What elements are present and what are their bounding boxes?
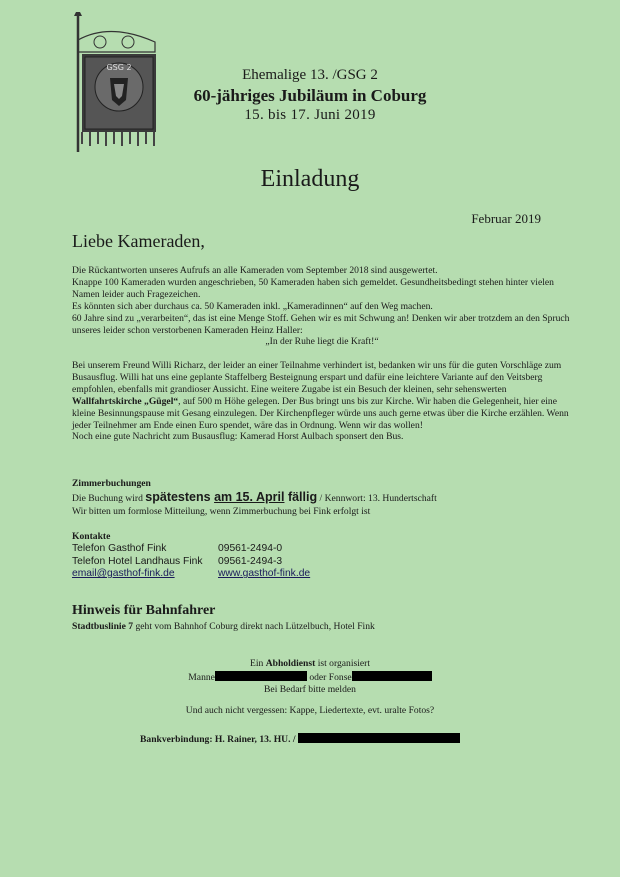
website-link[interactable]: www.gasthof-fink.de	[218, 568, 311, 580]
excursion-paragraph	[72, 360, 572, 443]
hinweis-heading: Hinweis für Bahnfahrer	[72, 603, 216, 618]
email-link[interactable]: email@gasthof-fink.de	[72, 568, 175, 580]
intro-paragraph	[72, 265, 572, 348]
contact-row: Telefon Gasthof Fink 09561-2494-0	[72, 543, 283, 554]
zimmer-text	[72, 491, 592, 518]
flag-text: GSG 2	[106, 63, 132, 72]
contact-row: Telefon Hotel Landhaus Fink 09561-2494-3	[72, 555, 283, 567]
intro-line: Es könnten sich aber durchaus ca. 50 Kameraden inkl. „Kameradinnen“ auf den Weg machen.	[72, 300, 433, 312]
intro-line: Die Rückantworten unseres Aufrufs an alle Kameraden vom September 2018 sind ausgewertet.	[72, 265, 438, 276]
redaction-bar	[215, 671, 307, 681]
page-title: Einladung	[260, 166, 360, 192]
intro-line: 60 Jahre sind zu „verarbeiten“, das ist eine Menge Stoff. Gehen wir es mit Schwung an! Denken wir aber trotzdem an den Spruch unseres leider schon verstorbenen Kameraden Heinz Haller:	[72, 312, 570, 336]
contact-list	[72, 543, 310, 581]
redaction-bar	[352, 671, 432, 681]
reminder-line: Und auch nicht vergessen: Kappe, Liedertexte, evt. uralte Fotos?	[185, 705, 435, 716]
redaction-bar	[298, 733, 460, 743]
booking-note: Wir bitten um formlose Mitteilung, wenn Zimmerbuchung bei Fink erfolgt ist	[72, 506, 371, 517]
excursion-text: Bei unserem Freund Willi Richarz, der leider an einer Teilnahme verhindert ist, bedanken wir uns für die guten Vorschläge zum Busausflug. Willi hat uns eine geplante Staffelberg Besteignung erspart und dafür eine leichtere Variante auf den Veitsberg empfohlen, ebenfalls mit grandioser Aussicht. Eine weitere Zugabe ist ein Besuch der kleinen, sehr sehenswerten Wallfahrtskirche „Gügel“, auf 500 m Höhe gelegen. Der Bus bringt uns bis zur Kirche. Wir haben die Gelegenheit, hier eine kleine Besinnungspause mit Gesang einzulegen. Der Kirchenpfleger würde uns auch gerne etwas über die Kirche erzählen. Wenn jeder Teilnehmer am Ende einen Euro spendet, wäre das in Ordnung. Wenn wir das wollen!	[72, 360, 569, 431]
header-line-2: 60-jähriges Jubiläum in Coburg	[193, 86, 427, 105]
bank-details: Bankverbindung: H. Rainer, 13. HU. /	[140, 733, 460, 745]
pickup-line: Ein Abholdienst ist organisiert	[249, 658, 371, 669]
bus-sponsor-note: Noch eine gute Nachricht zum Busausflug: Kamerad Horst Aulbach sponsert den Bus.	[72, 431, 404, 443]
event-header	[150, 66, 470, 125]
pickup-contacts: Manne oder Fonse	[0, 671, 620, 685]
intro-line: Knappe 100 Kameraden wurden angeschrieben, 50 Kameraden haben sich gemeldet. Gesundheitsbedingt stehen hinter vielen Namen leider auch Fragezeichen.	[72, 276, 554, 300]
church-name: Wallfahrtskirche „Gügel“	[72, 395, 179, 407]
header-line-3: 15. bis 17. Juni 2019	[244, 107, 376, 123]
quote: „In der Ruhe liegt die Kraft!“	[265, 336, 379, 348]
greeting: Liebe Kameraden,	[72, 231, 205, 251]
booking-deadline: Die Buchung wird spätestens am 15. April fällig / Kennwort: 13. Hundertschaft	[72, 490, 437, 504]
contact-row	[72, 568, 310, 581]
bus-info: Stadtbuslinie 7 geht vom Bahnhof Coburg direkt nach Lützelbuch, Hotel Fink	[72, 621, 375, 632]
pickup-service	[0, 658, 620, 697]
deadline-date: am 15. April	[214, 490, 285, 504]
header-line-1: Ehemalige 13. /GSG 2	[242, 67, 378, 83]
kontakte-heading: Kontakte	[72, 531, 111, 542]
letter-date: Februar 2019	[471, 211, 541, 226]
pickup-note: Bei Bedarf bitte melden	[264, 684, 356, 695]
zimmer-heading: Zimmerbuchungen	[72, 478, 151, 489]
